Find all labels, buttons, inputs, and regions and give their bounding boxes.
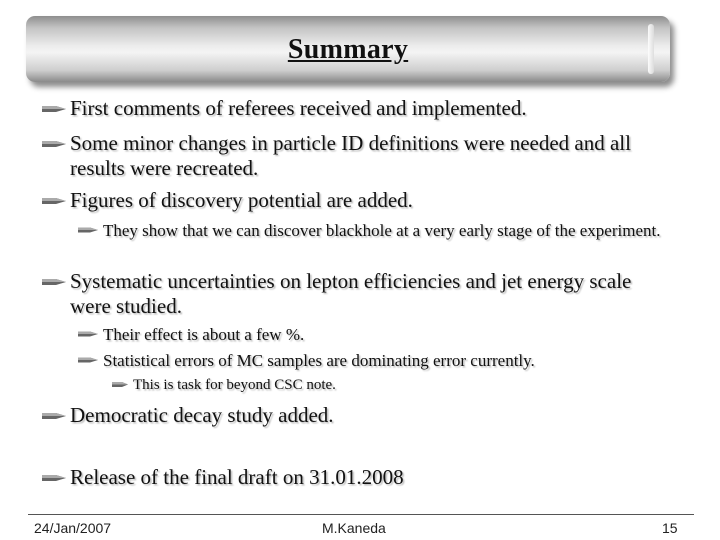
bullet-item: Democratic decay study added.: [42, 403, 662, 428]
arrow-bullet-icon: [42, 138, 66, 150]
arrow-bullet-icon: [78, 355, 98, 365]
bullet-item: Systematic uncertainties on lepton efficiencies and jet energy scale were studied.: [42, 269, 662, 319]
arrow-bullet-icon: [42, 410, 66, 422]
arrow-bullet-icon: [112, 380, 128, 389]
bullet-item: Some minor changes in particle ID definitions were needed and all results were recreated.: [42, 131, 662, 181]
sub-sub-bullet-item: This is task for beyond CSC note.: [112, 376, 672, 395]
arrow-bullet-icon: [42, 195, 66, 207]
bullet-item: Release of the final draft on 31.01.2008: [42, 465, 662, 490]
arrow-bullet-icon: [42, 103, 66, 115]
bullet-item: Figures of discovery potential are added.: [42, 188, 662, 213]
slide-title: Summary: [287, 34, 409, 65]
footer-date: 24/Jan/2007: [34, 520, 112, 536]
arrow-bullet-icon: [78, 225, 98, 235]
sub-bullet-item: They show that we can discover blackhole at a very early stage of the experiment.: [78, 220, 668, 241]
footer-page-number: 15: [662, 520, 678, 536]
sub-bullet-item: Statistical errors of MC samples are dominating error currently.: [78, 350, 668, 371]
arrow-bullet-icon: [42, 472, 66, 484]
sub-bullet-item: Their effect is about a few %.: [78, 324, 668, 345]
bullet-item: First comments of referees received and implemented.: [42, 96, 662, 121]
footer-author: M.Kaneda: [322, 520, 386, 536]
arrow-bullet-icon: [78, 329, 98, 339]
title-bar: [26, 16, 670, 82]
footer-divider: [28, 514, 694, 515]
arrow-bullet-icon: [42, 276, 66, 288]
